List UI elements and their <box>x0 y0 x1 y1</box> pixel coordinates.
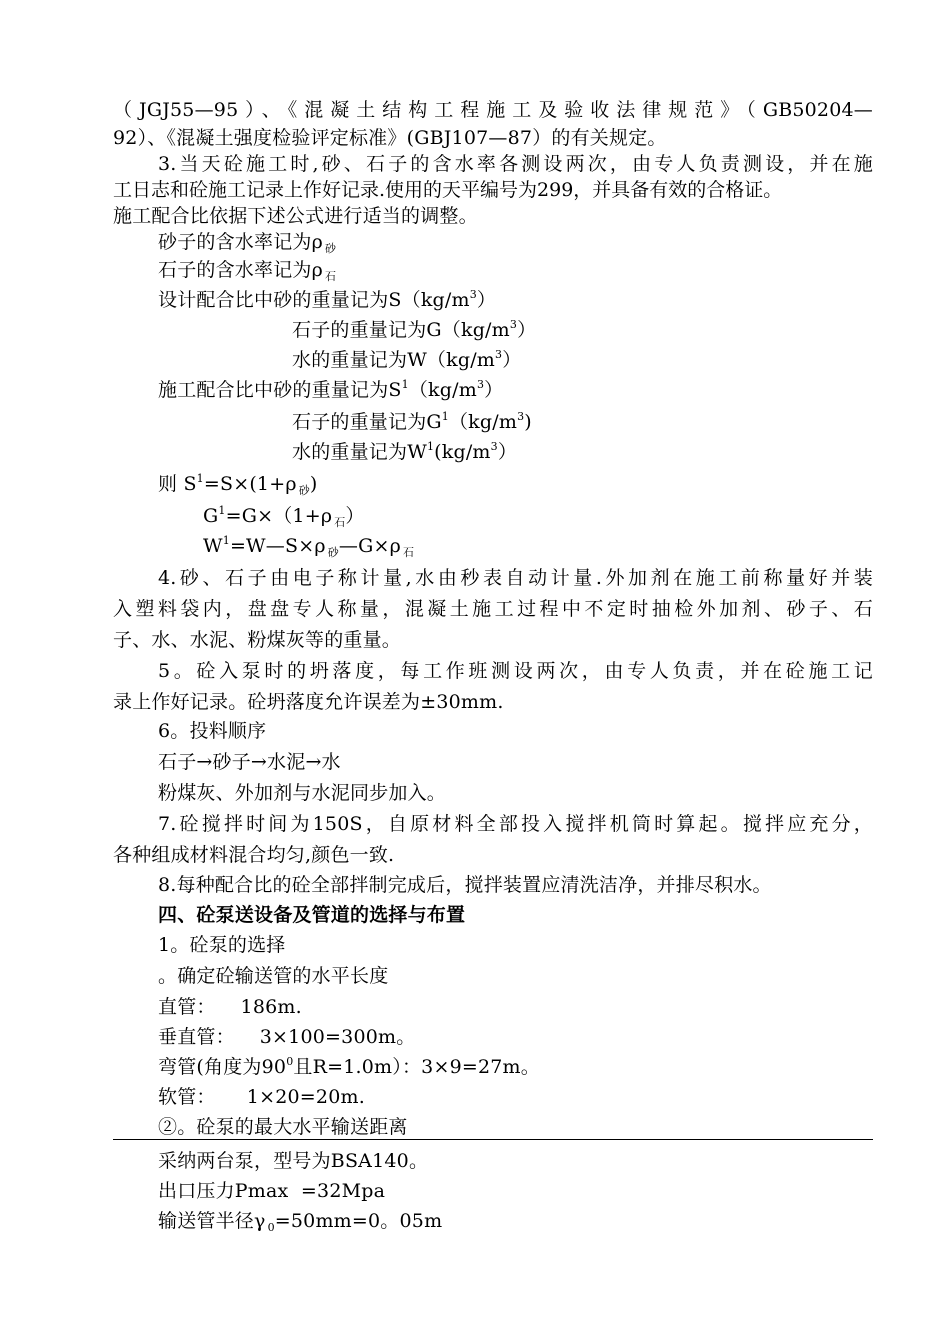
text: 弯管(角度为90 <box>158 1056 287 1078</box>
subscript: 石 <box>334 516 346 529</box>
formula-line <box>292 348 521 375</box>
formula-line <box>158 1209 442 1236</box>
formula-line <box>158 288 496 315</box>
text-line: 石子→砂子→水泥→水 <box>158 751 341 773</box>
text: =50mm=0。05m <box>274 1210 443 1232</box>
text: （kg/m <box>448 411 518 433</box>
formula-line <box>158 1055 540 1082</box>
text-line: 8.每种配合比的砼全部拌制完成后，搅拌装置应清洗洁净，并排尽积水。 <box>158 874 772 896</box>
text: ) <box>309 473 318 495</box>
text-line: 软管： 1×20=20m. <box>158 1086 365 1108</box>
text: 且R=1.0m）：3×9=27m。 <box>293 1056 540 1078</box>
superscript: 1 <box>401 378 409 391</box>
section-heading: 四、砼泵送设备及管道的选择与布置 <box>158 904 466 926</box>
superscript: 3 <box>490 440 498 453</box>
superscript: 1 <box>426 440 435 453</box>
text: 石子的重量记为G <box>292 411 442 433</box>
subscript: 石 <box>402 546 415 559</box>
text: 水的重量记为W <box>292 441 427 463</box>
text-line: 入塑料袋内，盘盘专人称量，混凝土施工过程中不定时抽检外加剂、砂子、石 <box>113 598 873 620</box>
text: =S×(1+ρ <box>203 473 297 495</box>
text: 设计配合比中砂的重量记为S（kg/m <box>158 289 470 311</box>
formula-line <box>292 440 517 467</box>
formula-line <box>292 410 532 437</box>
formula-line <box>158 230 336 257</box>
text: G <box>203 505 219 527</box>
text: 施工配合比中砂的重量记为S <box>158 379 402 401</box>
text-line: 各种组成材料混合均匀,颜色一致. <box>113 844 395 866</box>
superscript: 1 <box>196 472 204 485</box>
subscript: 砂 <box>327 546 339 559</box>
text: 石子的重量记为G（kg/m <box>292 319 510 341</box>
text: ） <box>484 379 504 401</box>
superscript: 3 <box>469 288 477 301</box>
text: ） <box>502 349 522 371</box>
superscript: 0 <box>286 1055 294 1068</box>
text: 砂子的含水率记为ρ <box>158 231 323 253</box>
formula-line <box>158 378 503 405</box>
superscript: 3 <box>509 318 518 331</box>
formula-line <box>203 534 414 561</box>
text-line: 出口压力Pmax =32Mpa <box>158 1180 386 1202</box>
horizontal-rule <box>113 1139 873 1140</box>
text-line: 粉煤灰、外加剂与水泥同步加入。 <box>158 782 447 804</box>
text: 则 S <box>158 473 197 495</box>
text-line: 4.砂、石子由电子称计量,水由秒表自动计量.外加剂在施工前称量好并装 <box>158 567 873 589</box>
subscript: 砂 <box>324 242 337 255</box>
text: ） <box>345 505 365 527</box>
formula-line <box>203 504 365 531</box>
superscript: 1 <box>441 410 449 423</box>
text-line: 直管： 186m. <box>158 996 302 1018</box>
text: ） <box>517 319 537 341</box>
formula-line <box>158 472 318 499</box>
text: ) <box>524 411 532 433</box>
text-line: 7.砼搅拌时间为150S，自原材料全部投入搅拌机筒时算起。搅拌应充分， <box>158 813 873 835</box>
text: 石子的含水率记为ρ <box>158 259 323 281</box>
text-line: 工日志和砼施工记录上作好记录.使用的天平编号为299，并具备有效的合格证。 <box>113 179 783 201</box>
text: =W—S×ρ <box>229 535 326 557</box>
text: (kg/m <box>434 441 491 463</box>
text-line: 采纳两台泵，型号为BSA140。 <box>158 1150 429 1172</box>
superscript: 3 <box>495 348 503 361</box>
formula-line <box>158 258 336 285</box>
text-line: 子、水、水泥、粉煤灰等的重量。 <box>113 629 402 651</box>
formula-line <box>292 318 536 345</box>
text: （kg/m <box>408 379 477 401</box>
text-line: （JGJ55—95）、《混凝土结构工程施工及验收法律规范》（GB50204— <box>113 99 873 121</box>
superscript: 3 <box>517 410 525 423</box>
superscript: 3 <box>476 378 485 391</box>
text: 水的重量记为W（kg/m <box>292 349 496 371</box>
text: =G×（1+ρ <box>225 505 333 527</box>
text-line: 垂直管： 3×100=300m。 <box>158 1026 416 1048</box>
text: W <box>203 535 223 557</box>
superscript: 1 <box>218 504 226 517</box>
text-line: 92）、《混凝土强度检验评定标准》(GBJ107—87）的有关规定。 <box>113 127 667 149</box>
text-line: 。确定砼输送管的水平长度 <box>158 965 389 987</box>
text-line: 5。砼入泵时的坍落度，每工作班测设两次，由专人负责，并在砼施工记 <box>158 660 873 682</box>
text: 输送管半径γ <box>158 1210 266 1232</box>
subscript: 砂 <box>298 484 310 497</box>
text-line: 1。砼泵的选择 <box>158 934 286 956</box>
subscript: 石 <box>324 270 337 283</box>
text-line: 6。投料顺序 <box>158 720 267 742</box>
text-line: 施工配合比依据下述公式进行适当的调整。 <box>113 205 478 227</box>
text-line: ②。砼泵的最大水平输送距离 <box>158 1116 408 1138</box>
text-line: 录上作好记录。砼坍落度允许误差为±30mm. <box>113 691 504 713</box>
text: ） <box>476 289 497 311</box>
subscript: 0 <box>267 1221 275 1234</box>
text: ） <box>497 441 518 463</box>
text: —G×ρ <box>338 535 401 557</box>
text-line: 3.当天砼施工时,砂、石子的含水率各测设两次，由专人负责测设，并在施 <box>158 153 873 175</box>
superscript: 1 <box>222 534 230 547</box>
